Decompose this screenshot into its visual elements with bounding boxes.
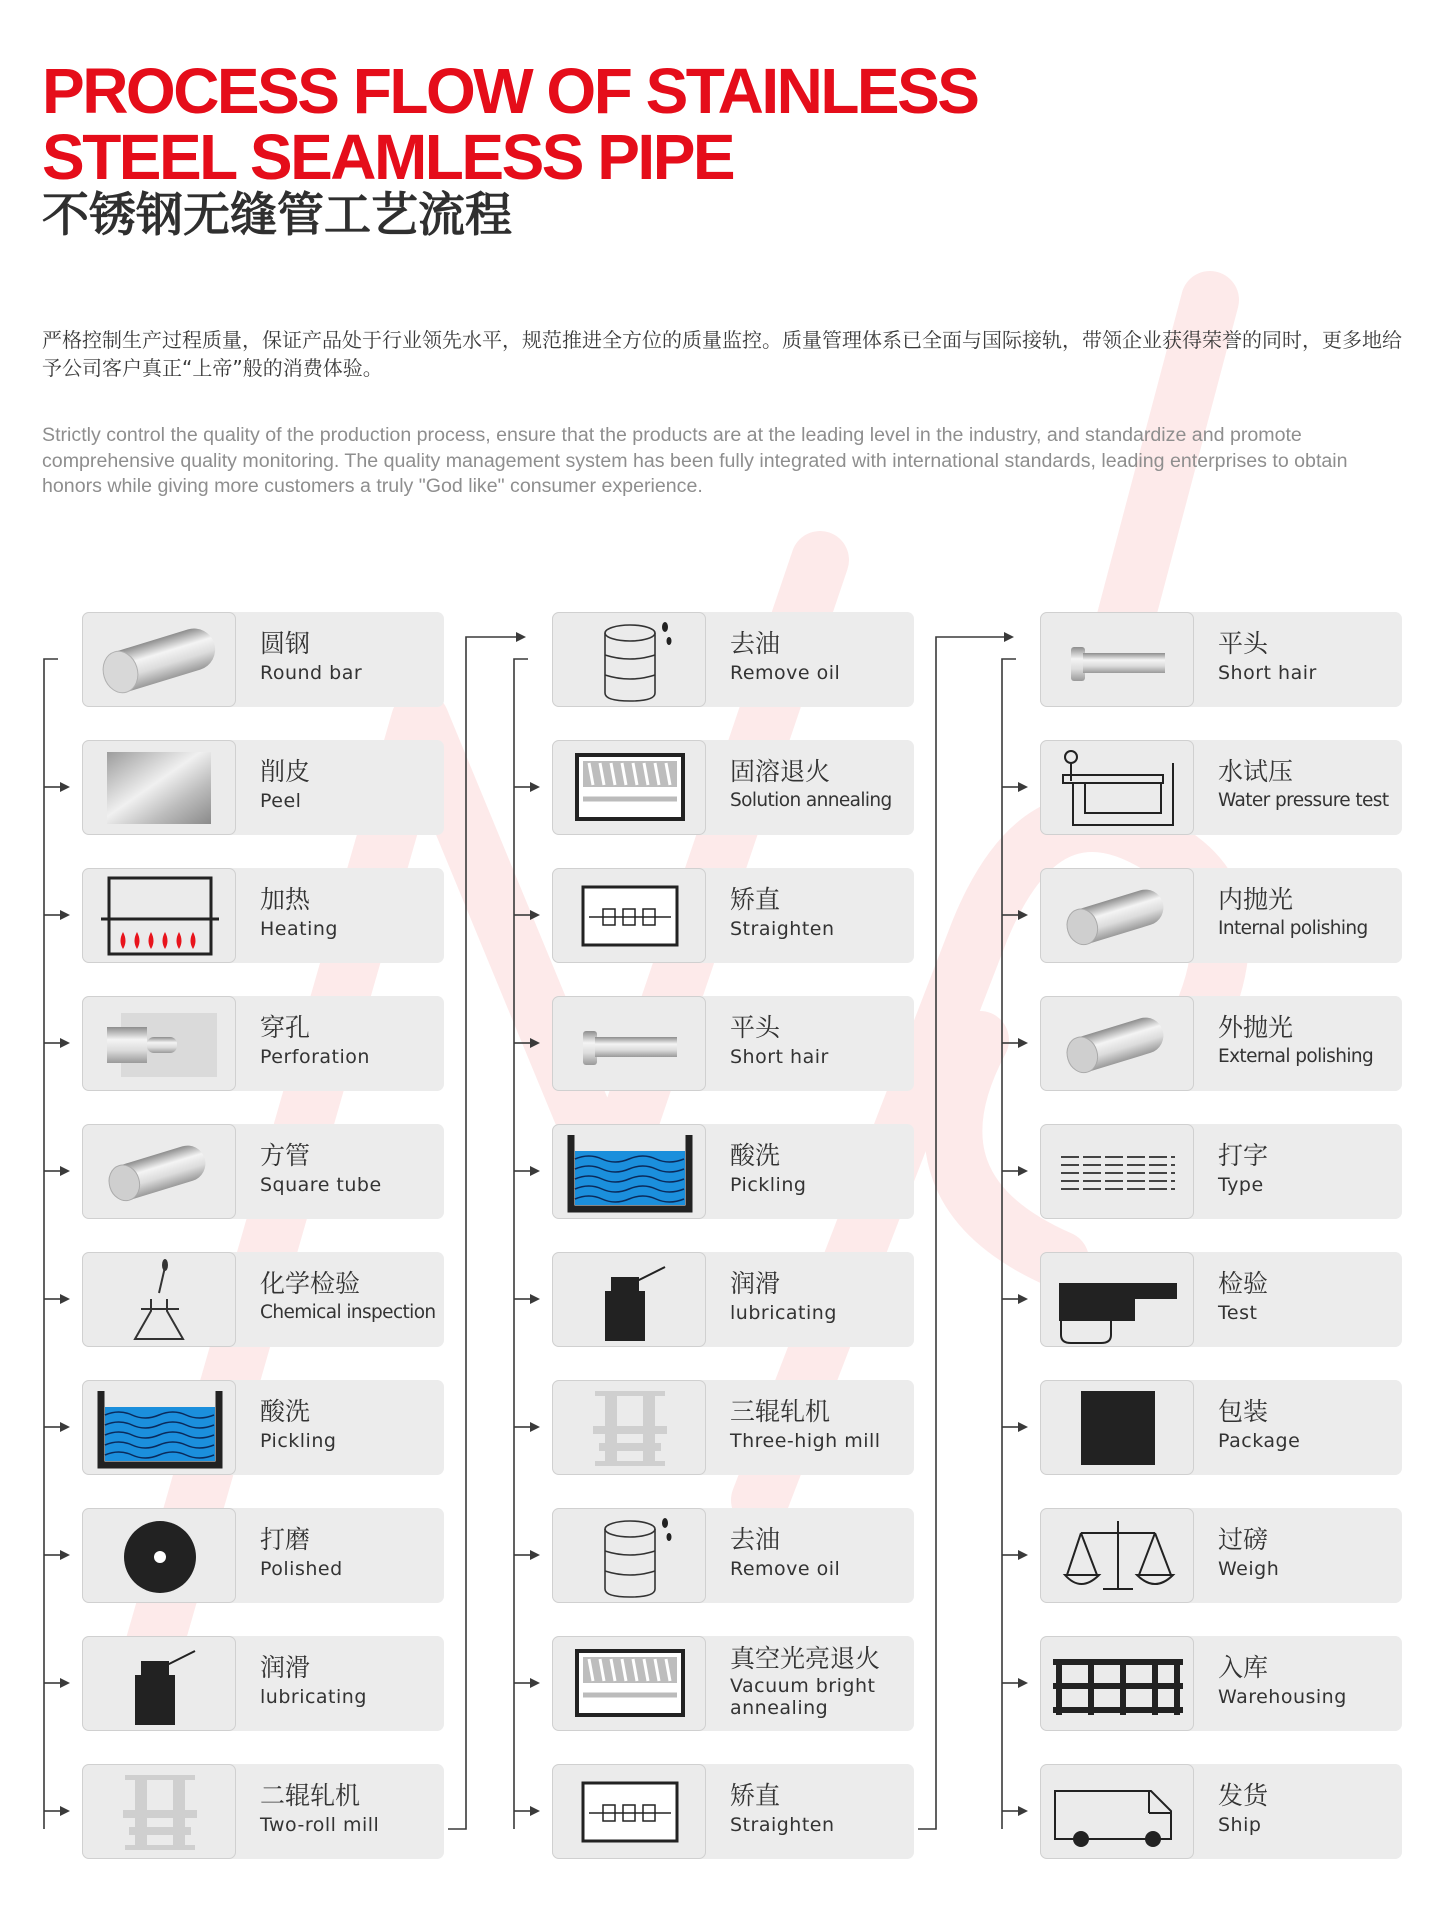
oil-can-icon (552, 1252, 706, 1347)
process-step (82, 612, 444, 707)
step-label-en: Ship (1218, 1814, 1262, 1836)
step-label-cn: 加热 (260, 885, 311, 914)
step-label-cn: 削皮 (260, 757, 311, 786)
step-label-en: Pickling (260, 1430, 337, 1452)
process-step (1040, 996, 1402, 1091)
step-label-en: Perforation (260, 1046, 370, 1068)
process-step (552, 1636, 914, 1731)
chinese-title: 不锈钢无缝管工艺流程 (42, 188, 512, 243)
step-label-cn: 三辊轧机 (730, 1397, 831, 1426)
balance-scale-icon (1040, 1508, 1194, 1603)
process-step (82, 1764, 444, 1859)
step-label-cn: 酸洗 (260, 1397, 311, 1426)
process-step (552, 1508, 914, 1603)
roll-mill-icon (82, 1764, 236, 1859)
process-step (552, 1124, 914, 1219)
process-step (1040, 1252, 1402, 1347)
square-tube-icon (82, 1124, 236, 1219)
process-step (82, 1124, 444, 1219)
step-label-en: Heating (260, 918, 338, 940)
process-step (82, 868, 444, 963)
peel-plate-icon (82, 740, 236, 835)
step-label-cn: 检验 (1218, 1269, 1269, 1298)
step-label-en: External polishing (1218, 1046, 1374, 1067)
grinding-wheel-icon (82, 1508, 236, 1603)
step-label-cn: 水试压 (1218, 757, 1294, 786)
step-label-en: Round bar (260, 662, 363, 684)
process-step (82, 1380, 444, 1475)
flask-icon (82, 1252, 236, 1347)
flat-head-pipe-icon (1040, 612, 1194, 707)
step-label-cn: 二辊轧机 (260, 1781, 361, 1810)
process-step (552, 996, 914, 1091)
title-line-2: STEEL SEAMLESS PIPE (42, 121, 734, 193)
step-label-en: Vacuum bright annealing (730, 1675, 876, 1719)
process-step (1040, 740, 1402, 835)
step-label-cn: 固溶退火 (730, 757, 831, 786)
annealing-furnace-icon (552, 1636, 706, 1731)
intro-chinese: 严格控制生产过程质量，保证产品处于行业领先水平，规范推进全方位的质量监控。质量管理体系已全面与国际接轨，带领企业获得荣誉的同时，更多地给予公司客户真正“上帝”般的消费体验。 (42, 328, 1402, 380)
process-step (1040, 868, 1402, 963)
step-label-en: lubricating (730, 1302, 837, 1324)
straightener-icon (552, 1764, 706, 1859)
step-label-en: Chemical inspection (260, 1302, 436, 1323)
step-label-en: Warehousing (1218, 1686, 1347, 1708)
step-label-en: Package (1218, 1430, 1301, 1452)
pipe-polish-icon (1040, 868, 1194, 963)
pickling-tank-icon (82, 1380, 236, 1475)
step-label-en: Straighten (730, 918, 835, 940)
oil-can-icon (82, 1636, 236, 1731)
step-label-cn: 穿孔 (260, 1013, 311, 1042)
oil-barrel-icon (552, 612, 706, 707)
step-label-cn: 过磅 (1218, 1525, 1269, 1554)
intro-english: Strictly control the quality of the production process, ensure that the products are at the leading level in the industry, and standardize and promote comprehensive quality monitoring. The quality management system has been fully integrated with international standards, leading enterprises to obtain honors while giving more customers a truly "God like" consumer experience. (42, 424, 1348, 497)
roll-mill-icon (552, 1380, 706, 1475)
step-label-en: Remove oil (730, 1558, 841, 1580)
step-label-en: Polished (260, 1558, 343, 1580)
step-label-en: Solution annealing (730, 790, 892, 811)
process-step (1040, 612, 1402, 707)
step-label-cn: 内抛光 (1218, 885, 1294, 914)
step-label-en: Water pressure test (1218, 790, 1389, 811)
process-step (552, 868, 914, 963)
step-label-en: Test (1218, 1302, 1258, 1324)
delivery-truck-icon (1040, 1764, 1194, 1859)
process-step (82, 996, 444, 1091)
step-label-cn: 真空光亮退火 (730, 1644, 881, 1673)
step-label-cn: 润滑 (260, 1653, 311, 1682)
package-box-icon (1040, 1380, 1194, 1475)
pickling-tank-icon (552, 1124, 706, 1219)
step-label-en: Straighten (730, 1814, 835, 1836)
step-label-cn: 包装 (1218, 1397, 1269, 1426)
process-step (82, 1508, 444, 1603)
step-label-cn: 平头 (730, 1013, 781, 1042)
step-label-en: Internal polishing (1218, 918, 1368, 939)
inspection-gauge-icon (1040, 1252, 1194, 1347)
process-step (552, 1764, 914, 1859)
step-label-en: Weigh (1218, 1558, 1280, 1580)
annealing-furnace-icon (552, 740, 706, 835)
step-label-cn: 去油 (730, 1525, 781, 1554)
step-label-cn: 平头 (1218, 629, 1269, 658)
step-label-cn: 酸洗 (730, 1141, 781, 1170)
round-bar-icon (82, 612, 236, 707)
process-step (1040, 1124, 1402, 1219)
step-label-cn: 打磨 (260, 1525, 311, 1554)
process-step (552, 1380, 914, 1475)
process-step (82, 740, 444, 835)
flat-head-pipe-icon (552, 996, 706, 1091)
process-step (1040, 1764, 1402, 1859)
process-step (1040, 1508, 1402, 1603)
process-step (1040, 1636, 1402, 1731)
water-pressure-tank-icon (1040, 740, 1194, 835)
process-step (82, 1636, 444, 1731)
step-label-en: Pickling (730, 1174, 807, 1196)
step-label-en: Short hair (730, 1046, 829, 1068)
step-label-cn: 入库 (1218, 1653, 1269, 1682)
heating-furnace-icon (82, 868, 236, 963)
process-step (82, 1252, 444, 1347)
step-label-en: Two-roll mill (260, 1814, 380, 1836)
step-label-en: lubricating (260, 1686, 367, 1708)
pipe-polish-icon (1040, 996, 1194, 1091)
step-label-en: Peel (260, 790, 302, 812)
step-label-en: Square tube (260, 1174, 382, 1196)
step-label-en: Type (1218, 1174, 1264, 1196)
straightener-icon (552, 868, 706, 963)
step-label-cn: 外抛光 (1218, 1013, 1294, 1042)
step-label-cn: 圆钢 (260, 629, 311, 658)
step-label-cn: 方管 (260, 1141, 311, 1170)
step-label-en: Three-high mill (730, 1430, 881, 1452)
process-step (552, 612, 914, 707)
step-label-en: Remove oil (730, 662, 841, 684)
marking-lines-icon (1040, 1124, 1194, 1219)
process-step (552, 740, 914, 835)
process-step (552, 1252, 914, 1347)
step-label-cn: 矫直 (730, 1781, 781, 1810)
step-label-cn: 矫直 (730, 885, 781, 914)
warehouse-rack-icon (1040, 1636, 1194, 1731)
step-label-cn: 去油 (730, 629, 781, 658)
perforation-icon (82, 996, 236, 1091)
step-label-en: Short hair (1218, 662, 1317, 684)
oil-barrel-icon (552, 1508, 706, 1603)
title-line-1: PROCESS FLOW OF STAINLESS (42, 55, 978, 127)
step-label-cn: 打字 (1218, 1141, 1269, 1170)
process-step (1040, 1380, 1402, 1475)
step-label-cn: 发货 (1218, 1781, 1269, 1810)
step-label-cn: 化学检验 (260, 1269, 361, 1298)
step-label-cn: 润滑 (730, 1269, 781, 1298)
